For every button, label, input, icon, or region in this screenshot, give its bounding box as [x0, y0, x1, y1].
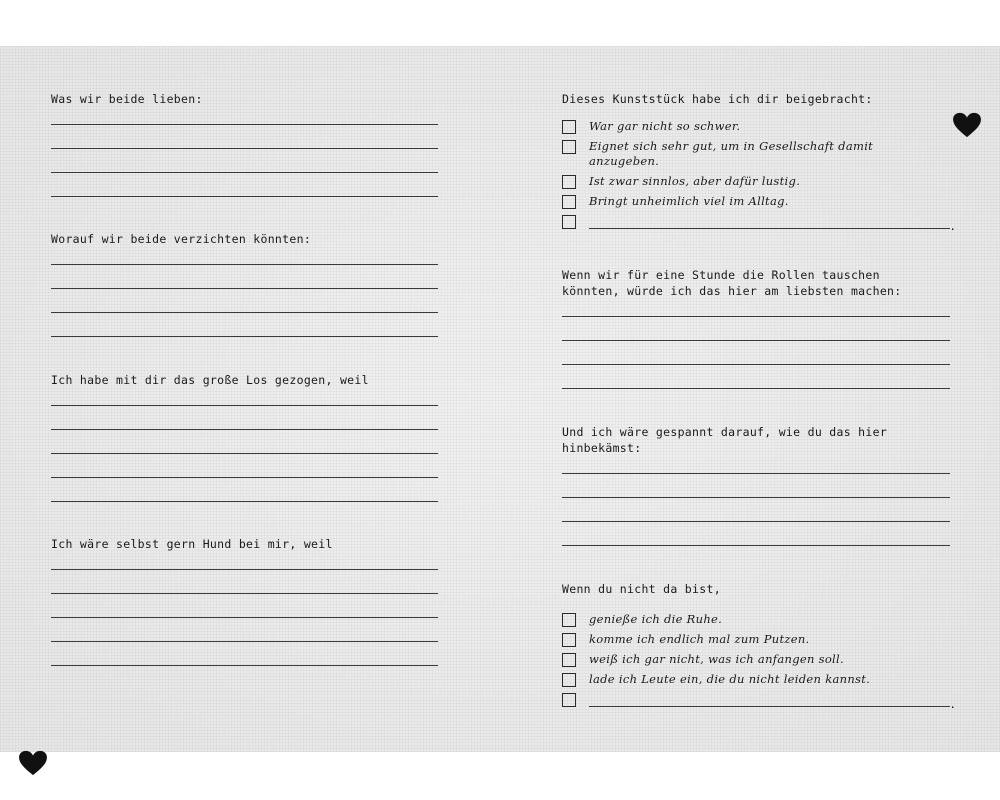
writing-line[interactable] [51, 196, 438, 197]
section-heading: Und ich wäre gespannt darauf, wie du das hier hinbekämst: [562, 425, 888, 455]
writing-line[interactable] [562, 316, 950, 317]
section-curious [562, 424, 950, 546]
checkbox-option-blank [562, 692, 950, 707]
writing-line[interactable] [589, 692, 950, 707]
checkbox-label: Bringt unheimlich viel im Alltag. [589, 194, 789, 208]
writing-line[interactable] [51, 569, 438, 570]
writing-line[interactable] [51, 429, 438, 430]
section-heading: Ich habe mit dir das große Los gezogen, weil [51, 373, 369, 387]
section-swap-roles [562, 267, 950, 389]
section-jackpot [51, 372, 438, 502]
section-be-dog-myself [51, 536, 438, 666]
writing-line[interactable] [51, 617, 438, 618]
checkbox[interactable] [562, 673, 576, 687]
checkbox-label: War gar nicht so schwer. [589, 119, 741, 133]
section-heading: Ich wäre selbst gern Hund bei mir, weil [51, 537, 333, 551]
writing-line[interactable] [562, 473, 950, 474]
writing-line[interactable] [51, 288, 438, 289]
writing-line[interactable] [51, 336, 438, 337]
section-what-we-love [51, 91, 438, 197]
checkbox-list [562, 119, 950, 229]
writing-line[interactable] [562, 340, 950, 341]
section-when-absent [562, 581, 950, 712]
book-spread [0, 46, 1000, 752]
writing-line[interactable] [51, 665, 438, 666]
writing-line[interactable] [51, 501, 438, 502]
writing-line[interactable] [51, 124, 438, 125]
writing-line[interactable] [51, 264, 438, 265]
checkbox[interactable] [562, 693, 576, 707]
writing-line[interactable] [589, 214, 950, 229]
writing-line[interactable] [562, 521, 950, 522]
writing-line[interactable] [51, 148, 438, 149]
writing-line[interactable] [51, 453, 438, 454]
checkbox[interactable] [562, 613, 576, 627]
checkbox[interactable] [562, 195, 576, 209]
section-heading: Wenn du nicht da bist, [562, 582, 721, 596]
heart-icon [952, 112, 982, 138]
checkbox-option [562, 194, 950, 209]
checkbox-option [562, 612, 950, 627]
checkbox-option-blank [562, 214, 950, 229]
writing-line[interactable] [51, 641, 438, 642]
writing-line[interactable] [562, 364, 950, 365]
checkbox[interactable] [562, 140, 576, 154]
checkbox-option [562, 139, 950, 169]
checkbox-label: Ist zwar sinnlos, aber dafür lustig. [589, 174, 801, 188]
writing-line[interactable] [51, 312, 438, 313]
checkbox-label: genieße ich die Ruhe. [589, 612, 723, 626]
checkbox-label: Eignet sich sehr gut, um in Gesellschaft damit anzugeben. [589, 139, 874, 168]
section-heading: Wenn wir für eine Stunde die Rollen tauschen könnten, würde ich das hier am liebsten machen: [562, 268, 902, 298]
checkbox-option [562, 119, 950, 134]
writing-line[interactable] [51, 405, 438, 406]
checkbox[interactable] [562, 653, 576, 667]
section-heading: Worauf wir beide verzichten könnten: [51, 232, 312, 246]
writing-line[interactable] [562, 388, 950, 389]
checkbox[interactable] [562, 215, 576, 229]
writing-line[interactable] [562, 497, 950, 498]
checkbox-option [562, 672, 950, 687]
heart-icon [18, 750, 48, 776]
writing-line[interactable] [51, 172, 438, 173]
checkbox-label: weiß ich gar nicht, was ich anfangen soll. [589, 652, 844, 666]
checkbox-option [562, 174, 950, 189]
checkbox[interactable] [562, 633, 576, 647]
section-heading: Was wir beide lieben: [51, 92, 203, 106]
checkbox-label: komme ich endlich mal zum Putzen. [589, 632, 810, 646]
writing-line[interactable] [51, 477, 438, 478]
writing-line[interactable] [51, 593, 438, 594]
checkbox[interactable] [562, 120, 576, 134]
checkbox-option [562, 632, 950, 647]
checkbox-option [562, 652, 950, 667]
section-what-we-could-do-without [51, 231, 438, 337]
checkbox-label: lade ich Leute ein, die du nicht leiden kannst. [589, 672, 871, 686]
writing-line[interactable] [562, 545, 950, 546]
checkbox[interactable] [562, 175, 576, 189]
checkbox-list [562, 612, 950, 707]
section-trick [562, 91, 950, 234]
section-heading: Dieses Kunststück habe ich dir beigebracht: [562, 92, 873, 106]
